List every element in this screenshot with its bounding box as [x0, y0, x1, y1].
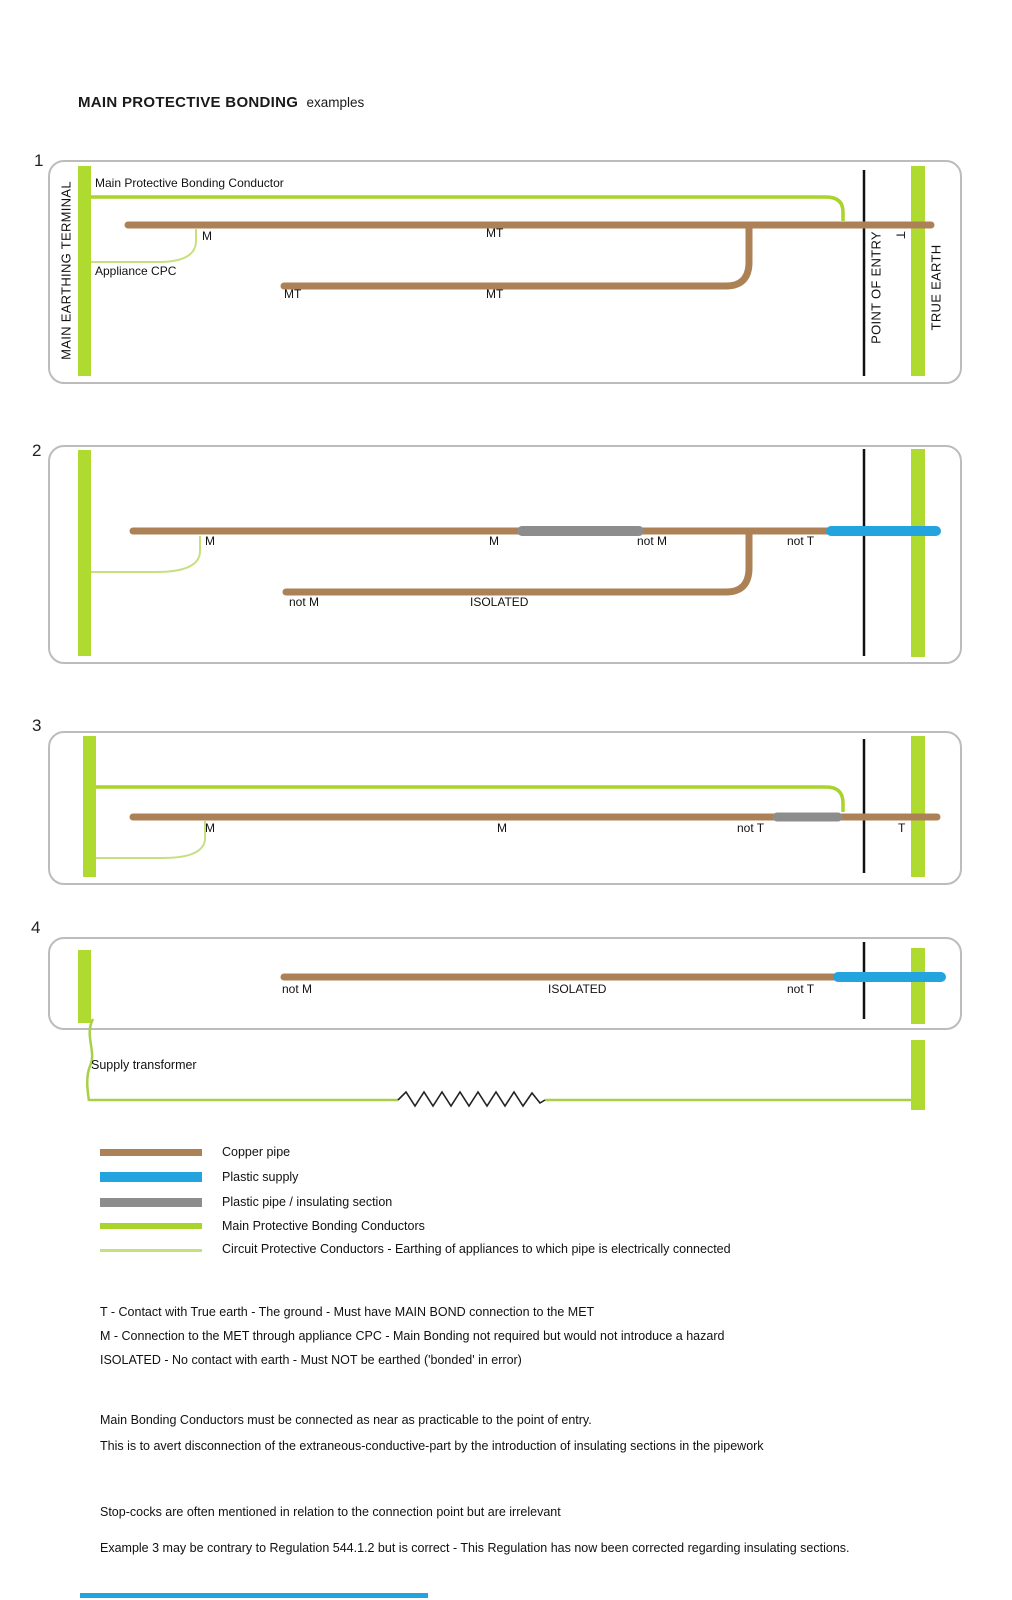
page-title-main: MAIN PROTECTIVE BONDING — [78, 94, 299, 111]
panel1-label-mt-low1: MT — [284, 287, 302, 301]
panel3-label-not-t: not T — [737, 821, 765, 835]
legend-swatch-plastic-supply — [100, 1172, 202, 1182]
panel1-label-mt-top: MT — [486, 226, 504, 240]
legend-swatch-cpc — [100, 1249, 202, 1252]
legend-swatch-bonding — [100, 1223, 202, 1229]
page-title — [78, 94, 364, 111]
panel4-label-not-m: not M — [282, 982, 313, 996]
panel-4 — [48, 937, 962, 1030]
panel3-label-t: T — [898, 821, 906, 835]
earth-electrode-bar — [911, 1040, 925, 1110]
note-para1b: This is to avert disconnection of the extraneous-conductive-part by the introduction of insulating sections in the pipework — [100, 1439, 764, 1453]
panel4-label-not-t: not T — [787, 982, 815, 996]
panel-1-number: 1 — [34, 151, 44, 170]
panel2-label-not-m-low: not M — [289, 595, 320, 609]
note-para2b: Example 3 may be contrary to Regulation 544.1.2 but is correct - This Regulation has now been corrected regarding insulating sections. — [100, 1541, 850, 1555]
legend-label-plastic-supply: Plastic supply — [222, 1170, 299, 1184]
panel2-label-m1: M — [205, 534, 215, 548]
legend-label-bonding: Main Protective Bonding Conductors — [222, 1219, 425, 1233]
supply-transformer-label: Supply transformer — [91, 1058, 197, 1072]
legend-swatch-insulating — [100, 1198, 202, 1207]
panel2-label-isolated: ISOLATED — [470, 595, 529, 609]
panel1-label-mt-low2: MT — [486, 287, 504, 301]
point-of-entry-label-1: POINT OF ENTRY — [868, 231, 884, 344]
note-m: M - Connection to the MET through appliance CPC - Main Bonding not required but would not introduce a hazard — [100, 1329, 725, 1343]
resistor-zigzag — [398, 1092, 545, 1106]
legend-swatch-copper — [100, 1149, 202, 1156]
panel4-label-isolated: ISOLATED — [548, 982, 607, 996]
panel-2-number: 2 — [32, 441, 42, 460]
bonding-conductor-label: Main Protective Bonding Conductor — [95, 176, 284, 190]
panel-3-number: 3 — [32, 716, 42, 735]
panel-2 — [48, 445, 962, 664]
note-para2a: Stop-cocks are often mentioned in relation to the connection point but are irrelevant — [100, 1505, 561, 1519]
panel-4-number: 4 — [31, 918, 41, 937]
panel-1 — [48, 160, 962, 384]
panel-3 — [48, 731, 962, 885]
panel1-label-t: T — [893, 231, 908, 239]
panel2-label-m2: M — [489, 534, 499, 548]
note-t: T - Contact with True earth - The ground - Must have MAIN BOND connection to the MET — [100, 1305, 595, 1319]
panel2-label-not-t: not T — [787, 534, 815, 548]
panel3-label-m2: M — [497, 821, 507, 835]
true-earth-label-1: TRUE EARTH — [928, 244, 944, 331]
page-title-examples: examples — [306, 95, 365, 110]
met-label-1: MAIN EARTHING TERMINAL — [58, 181, 74, 360]
legend-label-cpc: Circuit Protective Conductors - Earthing of appliances to which pipe is electrically connected — [222, 1242, 731, 1256]
legend-label-copper: Copper pipe — [222, 1145, 291, 1159]
note-para1a: Main Bonding Conductors must be connected as near as practicable to the point of entry. — [100, 1413, 592, 1427]
panel2-label-not-m-top: not M — [637, 534, 668, 548]
note-isolated: ISOLATED - No contact with earth - Must NOT be earthed ('bonded' in error) — [100, 1353, 522, 1367]
bottom-blue-strip — [80, 1593, 428, 1598]
legend-label-insulating: Plastic pipe / insulating section — [222, 1195, 393, 1209]
appliance-cpc-label: Appliance CPC — [95, 264, 177, 278]
panel1-label-m: M — [202, 229, 212, 243]
panel3-label-m1: M — [205, 821, 215, 835]
